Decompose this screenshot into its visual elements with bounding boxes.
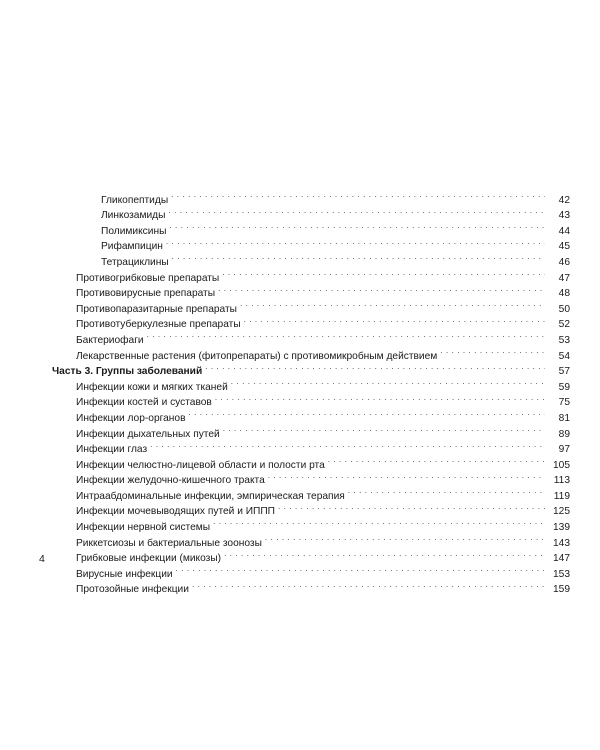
toc-dot-leader — [215, 390, 545, 406]
toc-entry-title: Рифампицин — [101, 241, 163, 253]
toc-dot-leader — [240, 296, 545, 312]
toc-dot-leader — [268, 468, 545, 484]
toc-dot-leader — [348, 483, 545, 499]
toc-entry-title: Лекарственные растения (фитопрепараты) с противомикробным действием — [76, 350, 438, 362]
toc-entry-page: 46 — [558, 256, 570, 268]
toc-entry-page: 57 — [558, 366, 570, 378]
toc-entry-title: Противогрибковые препараты — [76, 272, 220, 284]
toc-entry-title: Инфекции кожи и мягких тканей — [76, 381, 228, 393]
toc-entry-page: 43 — [558, 210, 570, 222]
toc-entry-page: 44 — [558, 225, 570, 237]
toc-dot-leader — [278, 499, 545, 515]
toc-dot-leader — [176, 561, 545, 577]
toc-dot-leader — [244, 312, 545, 328]
table-of-contents — [52, 187, 570, 596]
toc-dot-leader — [213, 514, 545, 530]
toc-dot-leader — [192, 577, 545, 593]
toc-entry-title: Инфекции дыхательных путей — [76, 428, 220, 440]
toc-entry-page: 53 — [558, 334, 570, 346]
toc-entry-page: 143 — [553, 537, 570, 549]
toc-entry-page: 81 — [558, 412, 570, 424]
toc-entry-title: Инфекции желудочно-кишечного тракта — [76, 475, 265, 487]
toc-dot-leader — [218, 281, 545, 297]
toc-dot-leader — [171, 187, 545, 203]
toc-entry-page: 48 — [558, 288, 570, 300]
toc-dot-leader — [172, 249, 545, 265]
toc-entry-title: Инфекции костей и суставов — [76, 397, 212, 409]
toc-entry-title: Инфекции нервной системы — [76, 522, 211, 534]
toc-entry-title: Бактериофаги — [76, 334, 144, 346]
toc-dot-leader — [168, 203, 545, 219]
toc-entry-title: Грибковые инфекции (микозы) — [76, 553, 222, 565]
toc-dot-leader — [147, 327, 545, 343]
toc-entry-page: 75 — [558, 397, 570, 409]
toc-entry-title: Инфекции мочевыводящих путей и ИППП — [76, 506, 276, 518]
toc-dot-leader — [223, 421, 545, 437]
toc-entry-page: 59 — [558, 381, 570, 393]
toc-dot-leader — [166, 234, 545, 250]
toc-entry-page: 113 — [553, 475, 570, 487]
toc-dot-leader — [231, 374, 545, 390]
toc-entry-title: Часть 3. Группы заболеваний — [52, 366, 203, 378]
toc-entry-page: 139 — [553, 522, 570, 534]
toc-dot-leader — [224, 546, 545, 562]
toc-entry-page: 153 — [553, 568, 570, 580]
toc-dot-leader — [169, 218, 545, 234]
toc-entry-page: 89 — [558, 428, 570, 440]
toc-entry-title: Тетрациклины — [101, 256, 169, 268]
toc-entry-page: 52 — [558, 319, 570, 331]
page-number: 4 — [39, 553, 45, 565]
toc-dot-leader — [150, 437, 545, 453]
toc-entry-page: 125 — [553, 506, 570, 518]
toc-entry-title: Протозойные инфекции — [76, 584, 189, 596]
toc-dot-leader — [222, 265, 545, 281]
toc-entry-title: Интраабдоминальные инфекции, эмпирическая терапия — [76, 490, 345, 502]
toc-entry-title: Риккетсиозы и бактериальные зоонозы — [76, 537, 262, 549]
toc-entry-title: Линкозамиды — [101, 210, 166, 222]
toc-entry-title: Вирусные инфекции — [76, 568, 173, 580]
toc-entry-page: 47 — [558, 272, 570, 284]
toc-entry-title: Противовирусные препараты — [76, 288, 216, 300]
toc-dot-leader — [328, 452, 545, 468]
toc-entry — [52, 187, 570, 206]
toc-entry-page: 45 — [558, 241, 570, 253]
toc-entry-page: 147 — [553, 553, 570, 565]
toc-entry-page: 50 — [558, 303, 570, 315]
toc-entry-title: Противотуберкулезные препараты — [76, 319, 241, 331]
toc-entry-page: 42 — [558, 194, 570, 206]
toc-entry-page: 54 — [558, 350, 570, 362]
toc-entry-title: Инфекции глаз — [76, 444, 148, 456]
toc-entry-title: Полимиксины — [101, 225, 167, 237]
toc-entry-title: Инфекции лор-органов — [76, 412, 186, 424]
toc-dot-leader — [188, 405, 545, 421]
toc-entry-page: 97 — [558, 444, 570, 456]
toc-entry-page: 119 — [553, 490, 570, 502]
toc-dot-leader — [265, 530, 545, 546]
toc-entry-title: Инфекции челюстно-лицевой области и полости рта — [76, 459, 325, 471]
toc-dot-leader — [205, 359, 545, 375]
toc-dot-leader — [440, 343, 545, 359]
toc-entry-title: Гликопептиды — [101, 194, 169, 206]
toc-entry-page: 159 — [553, 584, 570, 596]
toc-entry-title: Противопаразитарные препараты — [76, 303, 237, 315]
toc-entry-page: 105 — [553, 459, 570, 471]
